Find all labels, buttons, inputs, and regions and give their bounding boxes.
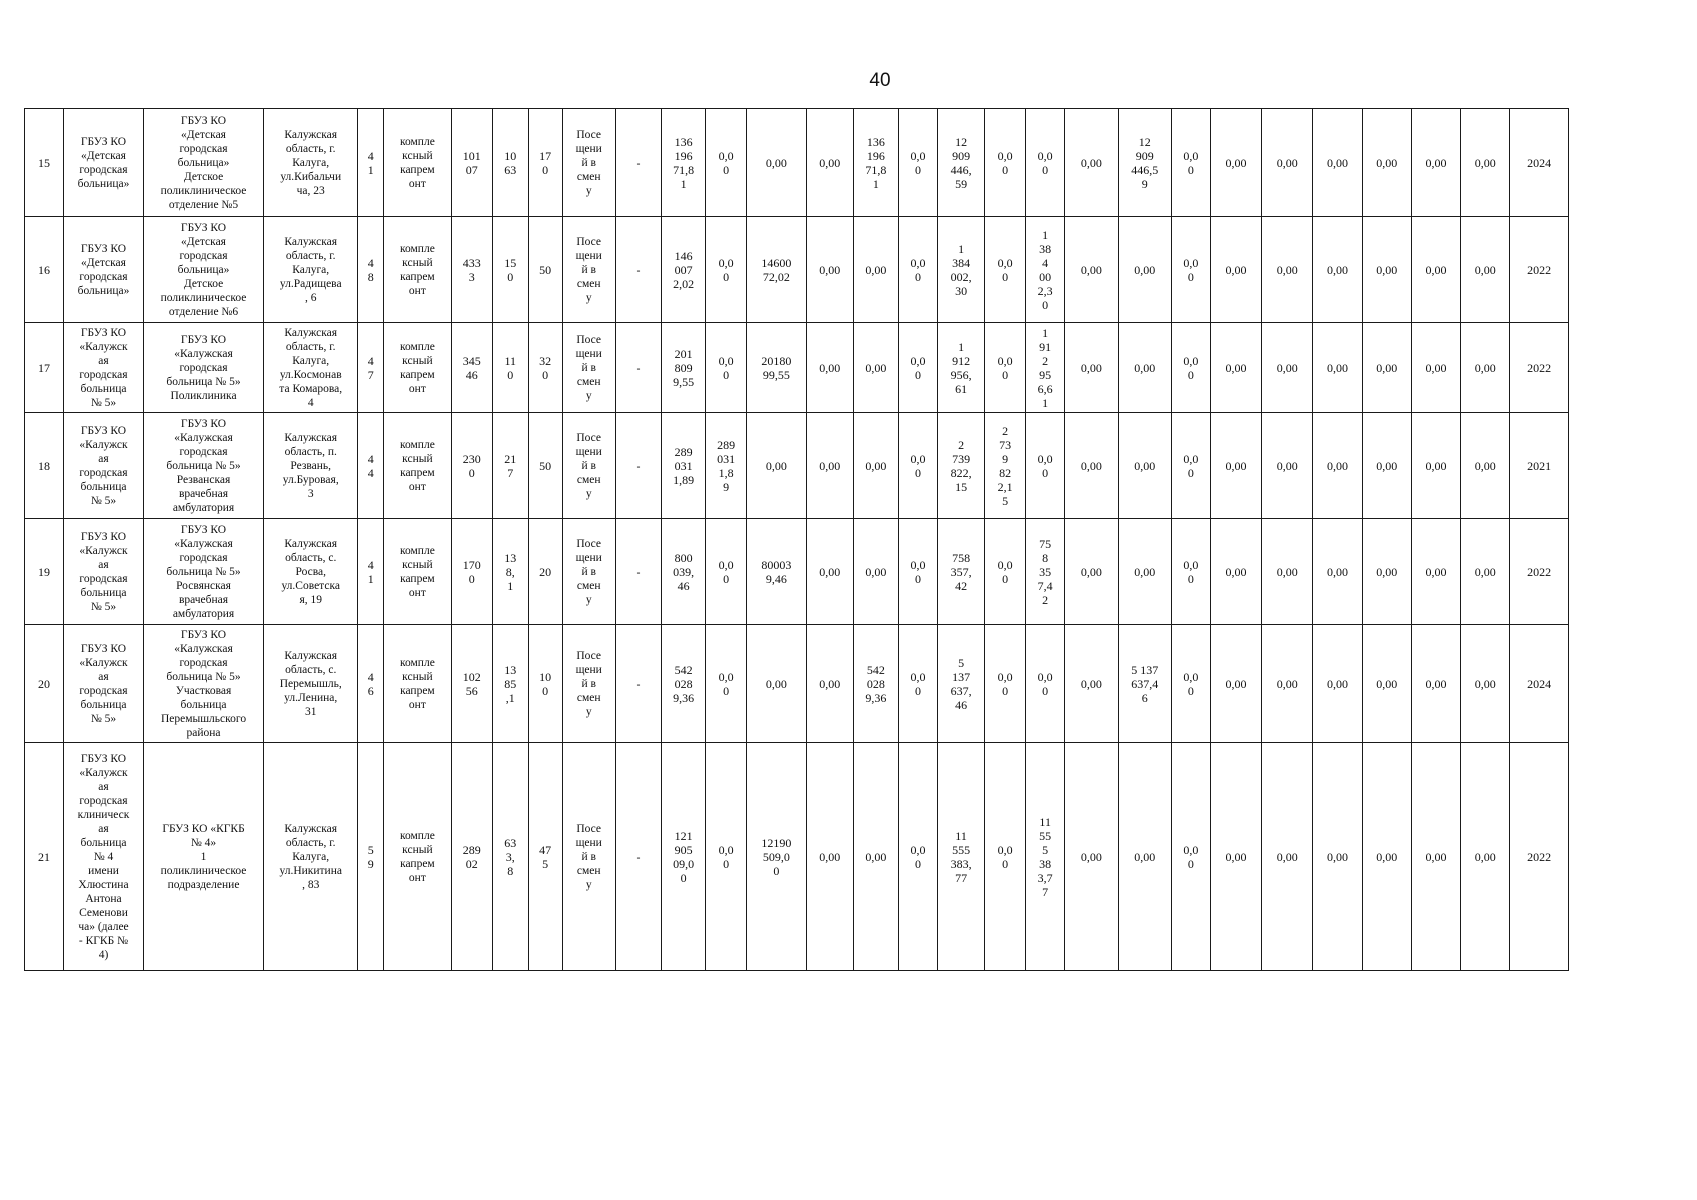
cell-c17: 0,0 0 xyxy=(898,519,937,625)
cell-c8: 10 63 xyxy=(492,109,528,217)
cell-c22: 0,00 xyxy=(1118,217,1171,323)
cell-c14: 14600 72,02 xyxy=(747,217,807,323)
cell-c5: 4 1 xyxy=(358,109,384,217)
cell-c28: 0,00 xyxy=(1411,743,1460,971)
cell-year: 2022 xyxy=(1510,743,1569,971)
cell-work: компле ксный капрем онт xyxy=(384,519,452,625)
cell-c24: 0,00 xyxy=(1210,217,1261,323)
cell-c16: 542 028 9,36 xyxy=(853,625,898,743)
cell-c23: 0,0 0 xyxy=(1171,109,1210,217)
cell-c22: 0,00 xyxy=(1118,323,1171,413)
cell-c16: 0,00 xyxy=(853,217,898,323)
cell-facility: ГБУЗ КО «Калужская городская больница № 5» Росвянская врачебная амбулатория xyxy=(144,519,264,625)
cell-c21: 0,00 xyxy=(1065,109,1118,217)
cell-c25: 0,00 xyxy=(1262,323,1313,413)
cell-c23: 0,0 0 xyxy=(1171,519,1210,625)
cell-c13: 0,0 0 xyxy=(706,323,747,413)
cell-address: Калужская область, г. Калуга, ул.Космонав та Комарова, 4 xyxy=(264,323,358,413)
cell-c5: 4 4 xyxy=(358,413,384,519)
cell-c28: 0,00 xyxy=(1411,217,1460,323)
cell-c18: 5 137 637, 46 xyxy=(937,625,984,743)
cell-c5: 4 6 xyxy=(358,625,384,743)
cell-c11: - xyxy=(615,323,661,413)
cell-c21: 0,00 xyxy=(1065,323,1118,413)
cell-work: компле ксный капрем онт xyxy=(384,217,452,323)
cell-c14: 80003 9,46 xyxy=(747,519,807,625)
cell-n: 20 xyxy=(25,625,64,743)
cell-c12: 136 196 71,8 1 xyxy=(662,109,706,217)
cell-owner: ГБУЗ КО «Калужск ая городская клиническ ая больница № 4 имени Хлюстина Антона Семенови ча» (далее - КГКБ № 4) xyxy=(63,743,143,971)
cell-c18: 11 555 383, 77 xyxy=(937,743,984,971)
cell-c16: 0,00 xyxy=(853,323,898,413)
cell-owner: ГБУЗ КО «Детская городская больница» xyxy=(63,217,143,323)
cell-facility: ГБУЗ КО «Детская городская больница» Детское поликлиническое отделение №6 xyxy=(144,217,264,323)
cell-c24: 0,00 xyxy=(1210,413,1261,519)
cell-c13: 0,0 0 xyxy=(706,109,747,217)
cell-c11: - xyxy=(615,217,661,323)
cell-address: Калужская область, г. Калуга, ул.Кибальчи ча, 23 xyxy=(264,109,358,217)
cell-c19: 0,0 0 xyxy=(985,743,1026,971)
cell-c7: 289 02 xyxy=(451,743,492,971)
cell-work: компле ксный капрем онт xyxy=(384,625,452,743)
cell-c23: 0,0 0 xyxy=(1171,323,1210,413)
cell-c22: 0,00 xyxy=(1118,743,1171,971)
cell-c16: 0,00 xyxy=(853,413,898,519)
cell-c26: 0,00 xyxy=(1313,323,1362,413)
cell-c5: 4 8 xyxy=(358,217,384,323)
cell-c9: 50 xyxy=(528,217,562,323)
cell-c20: 1 91 2 95 6,6 1 xyxy=(1026,323,1065,413)
table-row xyxy=(25,323,1569,413)
cell-n: 16 xyxy=(25,217,64,323)
cell-c15: 0,00 xyxy=(806,743,853,971)
cell-c16: 136 196 71,8 1 xyxy=(853,109,898,217)
cell-address: Калужская область, с. Росва, ул.Советска я, 19 xyxy=(264,519,358,625)
cell-n: 21 xyxy=(25,743,64,971)
cell-c28: 0,00 xyxy=(1411,519,1460,625)
cell-c27: 0,00 xyxy=(1362,109,1411,217)
cell-work: компле ксный капрем онт xyxy=(384,109,452,217)
cell-work: компле ксный капрем онт xyxy=(384,743,452,971)
cell-c17: 0,0 0 xyxy=(898,109,937,217)
cell-year: 2022 xyxy=(1510,323,1569,413)
cell-c26: 0,00 xyxy=(1313,217,1362,323)
cell-c26: 0,00 xyxy=(1313,743,1362,971)
cell-c14: 0,00 xyxy=(747,413,807,519)
facility-repair-table xyxy=(24,108,1569,971)
cell-c14: 12190 509,0 0 xyxy=(747,743,807,971)
cell-unit: Посе щени й в смен у xyxy=(562,217,615,323)
cell-c17: 0,0 0 xyxy=(898,323,937,413)
cell-c8: 11 0 xyxy=(492,323,528,413)
cell-c23: 0,0 0 xyxy=(1171,743,1210,971)
cell-c22: 0,00 xyxy=(1118,519,1171,625)
cell-c11: - xyxy=(615,109,661,217)
cell-c27: 0,00 xyxy=(1362,413,1411,519)
cell-c29: 0,00 xyxy=(1461,217,1510,323)
cell-n: 19 xyxy=(25,519,64,625)
cell-c23: 0,0 0 xyxy=(1171,413,1210,519)
cell-c22: 5 137 637,4 6 xyxy=(1118,625,1171,743)
cell-c9: 20 xyxy=(528,519,562,625)
cell-c5: 5 9 xyxy=(358,743,384,971)
cell-c25: 0,00 xyxy=(1262,413,1313,519)
cell-c7: 345 46 xyxy=(451,323,492,413)
cell-c8: 15 0 xyxy=(492,217,528,323)
cell-unit: Посе щени й в смен у xyxy=(562,519,615,625)
cell-c16: 0,00 xyxy=(853,519,898,625)
cell-c13: 289 031 1,8 9 xyxy=(706,413,747,519)
cell-n: 18 xyxy=(25,413,64,519)
cell-n: 15 xyxy=(25,109,64,217)
cell-c25: 0,00 xyxy=(1262,519,1313,625)
cell-c15: 0,00 xyxy=(806,109,853,217)
cell-c18: 758 357, 42 xyxy=(937,519,984,625)
cell-c29: 0,00 xyxy=(1461,413,1510,519)
cell-n: 17 xyxy=(25,323,64,413)
cell-c27: 0,00 xyxy=(1362,217,1411,323)
cell-c19: 0,0 0 xyxy=(985,625,1026,743)
cell-c20: 75 8 35 7,4 2 xyxy=(1026,519,1065,625)
cell-c15: 0,00 xyxy=(806,217,853,323)
cell-address: Калужская область, с. Перемышль, ул.Ленина, 31 xyxy=(264,625,358,743)
cell-c21: 0,00 xyxy=(1065,625,1118,743)
cell-c11: - xyxy=(615,625,661,743)
cell-c13: 0,0 0 xyxy=(706,217,747,323)
cell-c20: 0,0 0 xyxy=(1026,413,1065,519)
cell-c17: 0,0 0 xyxy=(898,743,937,971)
cell-address: Калужская область, п. Резвань, ул.Буровая, 3 xyxy=(264,413,358,519)
cell-c9: 17 0 xyxy=(528,109,562,217)
cell-c22: 12 909 446,5 9 xyxy=(1118,109,1171,217)
cell-c15: 0,00 xyxy=(806,625,853,743)
cell-c26: 0,00 xyxy=(1313,109,1362,217)
cell-year: 2024 xyxy=(1510,109,1569,217)
cell-address: Калужская область, г. Калуга, ул.Радищева , 6 xyxy=(264,217,358,323)
cell-c12: 800 039, 46 xyxy=(662,519,706,625)
cell-c17: 0,0 0 xyxy=(898,625,937,743)
cell-c7: 230 0 xyxy=(451,413,492,519)
table-row xyxy=(25,625,1569,743)
cell-c8: 13 8, 1 xyxy=(492,519,528,625)
cell-c29: 0,00 xyxy=(1461,625,1510,743)
cell-c13: 0,0 0 xyxy=(706,743,747,971)
cell-work: компле ксный капрем онт xyxy=(384,323,452,413)
cell-year: 2022 xyxy=(1510,217,1569,323)
cell-address: Калужская область, г. Калуга, ул.Никитина , 83 xyxy=(264,743,358,971)
cell-owner: ГБУЗ КО «Калужск ая городская больница № 5» xyxy=(63,625,143,743)
cell-c12: 542 028 9,36 xyxy=(662,625,706,743)
cell-c23: 0,0 0 xyxy=(1171,625,1210,743)
cell-c28: 0,00 xyxy=(1411,109,1460,217)
cell-facility: ГБУЗ КО «Калужская городская больница № 5» Поликлиника xyxy=(144,323,264,413)
cell-owner: ГБУЗ КО «Калужск ая городская больница № 5» xyxy=(63,413,143,519)
cell-c20: 1 38 4 00 2,3 0 xyxy=(1026,217,1065,323)
cell-c21: 0,00 xyxy=(1065,413,1118,519)
table-row xyxy=(25,743,1569,971)
cell-c29: 0,00 xyxy=(1461,109,1510,217)
cell-c25: 0,00 xyxy=(1262,109,1313,217)
cell-c20: 11 55 5 38 3,7 7 xyxy=(1026,743,1065,971)
table-row xyxy=(25,413,1569,519)
cell-c28: 0,00 xyxy=(1411,625,1460,743)
cell-unit: Посе щени й в смен у xyxy=(562,743,615,971)
cell-facility: ГБУЗ КО «Калужская городская больница № 5» Участковая больница Перемышльского района xyxy=(144,625,264,743)
cell-c12: 289 031 1,89 xyxy=(662,413,706,519)
cell-c19: 0,0 0 xyxy=(985,217,1026,323)
cell-c22: 0,00 xyxy=(1118,413,1171,519)
cell-year: 2024 xyxy=(1510,625,1569,743)
cell-c7: 102 56 xyxy=(451,625,492,743)
cell-c25: 0,00 xyxy=(1262,217,1313,323)
cell-owner: ГБУЗ КО «Калужск ая городская больница № 5» xyxy=(63,519,143,625)
cell-c28: 0,00 xyxy=(1411,413,1460,519)
cell-c19: 0,0 0 xyxy=(985,109,1026,217)
cell-c27: 0,00 xyxy=(1362,323,1411,413)
cell-c19: 0,0 0 xyxy=(985,323,1026,413)
cell-c21: 0,00 xyxy=(1065,743,1118,971)
cell-work: компле ксный капрем онт xyxy=(384,413,452,519)
cell-c20: 0,0 0 xyxy=(1026,625,1065,743)
cell-c15: 0,00 xyxy=(806,323,853,413)
cell-unit: Посе щени й в смен у xyxy=(562,109,615,217)
cell-owner: ГБУЗ КО «Калужск ая городская больница № 5» xyxy=(63,323,143,413)
cell-c19: 2 73 9 82 2,1 5 xyxy=(985,413,1026,519)
cell-c8: 21 7 xyxy=(492,413,528,519)
cell-facility: ГБУЗ КО «Калужская городская больница № 5» Резванская врачебная амбулатория xyxy=(144,413,264,519)
cell-c25: 0,00 xyxy=(1262,625,1313,743)
cell-c12: 201 809 9,55 xyxy=(662,323,706,413)
cell-c14: 0,00 xyxy=(747,109,807,217)
cell-c25: 0,00 xyxy=(1262,743,1313,971)
cell-c21: 0,00 xyxy=(1065,519,1118,625)
cell-c27: 0,00 xyxy=(1362,743,1411,971)
table-row xyxy=(25,217,1569,323)
cell-c17: 0,0 0 xyxy=(898,413,937,519)
cell-c14: 0,00 xyxy=(747,625,807,743)
cell-c26: 0,00 xyxy=(1313,413,1362,519)
cell-c18: 1 384 002, 30 xyxy=(937,217,984,323)
cell-c19: 0,0 0 xyxy=(985,519,1026,625)
cell-c11: - xyxy=(615,413,661,519)
cell-c13: 0,0 0 xyxy=(706,625,747,743)
cell-c29: 0,00 xyxy=(1461,519,1510,625)
cell-c24: 0,00 xyxy=(1210,743,1261,971)
cell-c21: 0,00 xyxy=(1065,217,1118,323)
cell-c27: 0,00 xyxy=(1362,625,1411,743)
cell-c12: 121 905 09,0 0 xyxy=(662,743,706,971)
table-row xyxy=(25,109,1569,217)
cell-owner: ГБУЗ КО «Детская городская больница» xyxy=(63,109,143,217)
cell-unit: Посе щени й в смен у xyxy=(562,323,615,413)
cell-unit: Посе щени й в смен у xyxy=(562,413,615,519)
cell-c9: 47 5 xyxy=(528,743,562,971)
cell-c11: - xyxy=(615,519,661,625)
page-number: 40 xyxy=(869,70,891,91)
cell-c18: 12 909 446, 59 xyxy=(937,109,984,217)
cell-c24: 0,00 xyxy=(1210,519,1261,625)
cell-c16: 0,00 xyxy=(853,743,898,971)
cell-c29: 0,00 xyxy=(1461,743,1510,971)
cell-c28: 0,00 xyxy=(1411,323,1460,413)
cell-c24: 0,00 xyxy=(1210,323,1261,413)
cell-c9: 32 0 xyxy=(528,323,562,413)
cell-c5: 4 1 xyxy=(358,519,384,625)
cell-c18: 1 912 956, 61 xyxy=(937,323,984,413)
cell-c20: 0,0 0 xyxy=(1026,109,1065,217)
cell-c9: 50 xyxy=(528,413,562,519)
cell-c7: 433 3 xyxy=(451,217,492,323)
cell-c15: 0,00 xyxy=(806,519,853,625)
cell-c15: 0,00 xyxy=(806,413,853,519)
cell-c9: 10 0 xyxy=(528,625,562,743)
cell-c26: 0,00 xyxy=(1313,625,1362,743)
cell-c24: 0,00 xyxy=(1210,109,1261,217)
cell-unit: Посе щени й в смен у xyxy=(562,625,615,743)
cell-c12: 146 007 2,02 xyxy=(662,217,706,323)
cell-c7: 101 07 xyxy=(451,109,492,217)
cell-c18: 2 739 822, 15 xyxy=(937,413,984,519)
cell-year: 2021 xyxy=(1510,413,1569,519)
cell-facility: ГБУЗ КО «КГКБ № 4» 1 поликлиническое подразделение xyxy=(144,743,264,971)
cell-c17: 0,0 0 xyxy=(898,217,937,323)
cell-c24: 0,00 xyxy=(1210,625,1261,743)
cell-c29: 0,00 xyxy=(1461,323,1510,413)
cell-c27: 0,00 xyxy=(1362,519,1411,625)
cell-c23: 0,0 0 xyxy=(1171,217,1210,323)
cell-c5: 4 7 xyxy=(358,323,384,413)
cell-c14: 20180 99,55 xyxy=(747,323,807,413)
cell-c11: - xyxy=(615,743,661,971)
cell-c8: 63 3, 8 xyxy=(492,743,528,971)
table-row xyxy=(25,519,1569,625)
cell-facility: ГБУЗ КО «Детская городская больница» Детское поликлиническое отделение №5 xyxy=(144,109,264,217)
cell-c13: 0,0 0 xyxy=(706,519,747,625)
cell-c7: 170 0 xyxy=(451,519,492,625)
cell-year: 2022 xyxy=(1510,519,1569,625)
cell-c26: 0,00 xyxy=(1313,519,1362,625)
cell-c8: 13 85 ,1 xyxy=(492,625,528,743)
